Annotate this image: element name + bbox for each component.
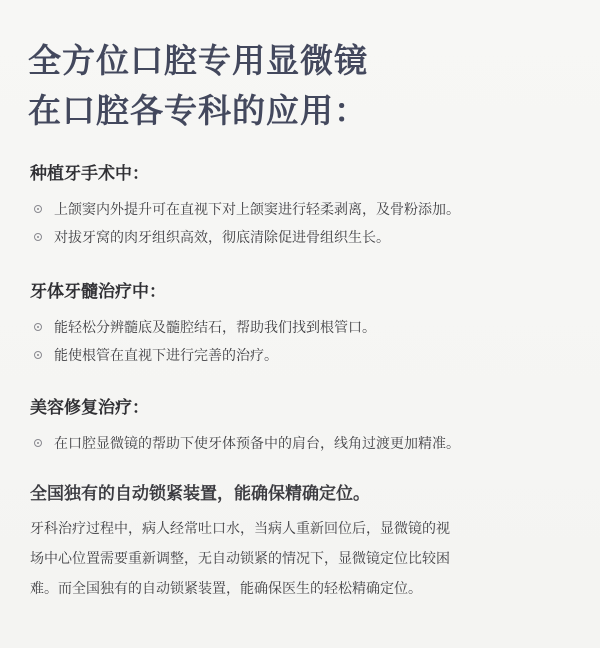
list-item-text: 上颌窦内外提升可在直视下对上颌窦进行轻柔剥离，及骨粉添加。 xyxy=(54,202,460,218)
auto-lock-paragraph xyxy=(30,514,560,604)
list-item xyxy=(30,314,580,342)
paragraph-line-2: 场中心位置需要重新调整，无自动锁紧的情况下，显微镜定位比较困 xyxy=(30,551,450,567)
circle-bullet-icon xyxy=(34,439,42,447)
section-implant-surgery xyxy=(30,162,580,252)
bullet-list xyxy=(30,196,580,252)
circle-bullet-icon xyxy=(34,323,42,331)
section-heading: 牙体牙髓治疗中： xyxy=(30,282,166,302)
section-heading: 种植牙手术中： xyxy=(30,164,149,184)
list-item-text: 在口腔显微镜的帮助下使牙体预备中的肩台，线角过渡更加精准。 xyxy=(54,436,460,452)
paragraph-line-3: 难。而全国独有的自动锁紧装置，能确保医生的轻松精确定位。 xyxy=(30,581,422,597)
section-endodontic-treatment xyxy=(30,280,580,370)
bullet-list xyxy=(30,314,580,370)
list-item xyxy=(30,224,580,252)
circle-bullet-icon xyxy=(34,351,42,359)
list-item-text: 对拔牙窝的肉牙组织高效，彻底清除促进骨组织生长。 xyxy=(54,230,390,246)
list-item-text: 能使根管在直视下进行完善的治疗。 xyxy=(54,348,278,364)
list-item xyxy=(30,196,580,224)
list-item xyxy=(30,342,580,370)
list-item-text: 能轻松分辨髓底及髓腔结石，帮助我们找到根管口。 xyxy=(54,320,376,336)
bullet-list xyxy=(30,430,580,458)
page-title xyxy=(28,36,368,136)
list-item xyxy=(30,430,580,458)
title-line-1: 全方位口腔专用显微镜 xyxy=(28,41,368,80)
section-heading: 美容修复治疗： xyxy=(30,398,149,418)
circle-bullet-icon xyxy=(34,233,42,241)
auto-lock-heading: 全国独有的自动锁紧装置，能确保精确定位。 xyxy=(30,484,370,504)
paragraph-line-1: 牙科治疗过程中，病人经常吐口水，当病人重新回位后，显微镜的视 xyxy=(30,521,450,537)
title-line-2: 在口腔各专科的应用： xyxy=(28,91,368,130)
section-cosmetic-restoration xyxy=(30,396,580,458)
circle-bullet-icon xyxy=(34,205,42,213)
